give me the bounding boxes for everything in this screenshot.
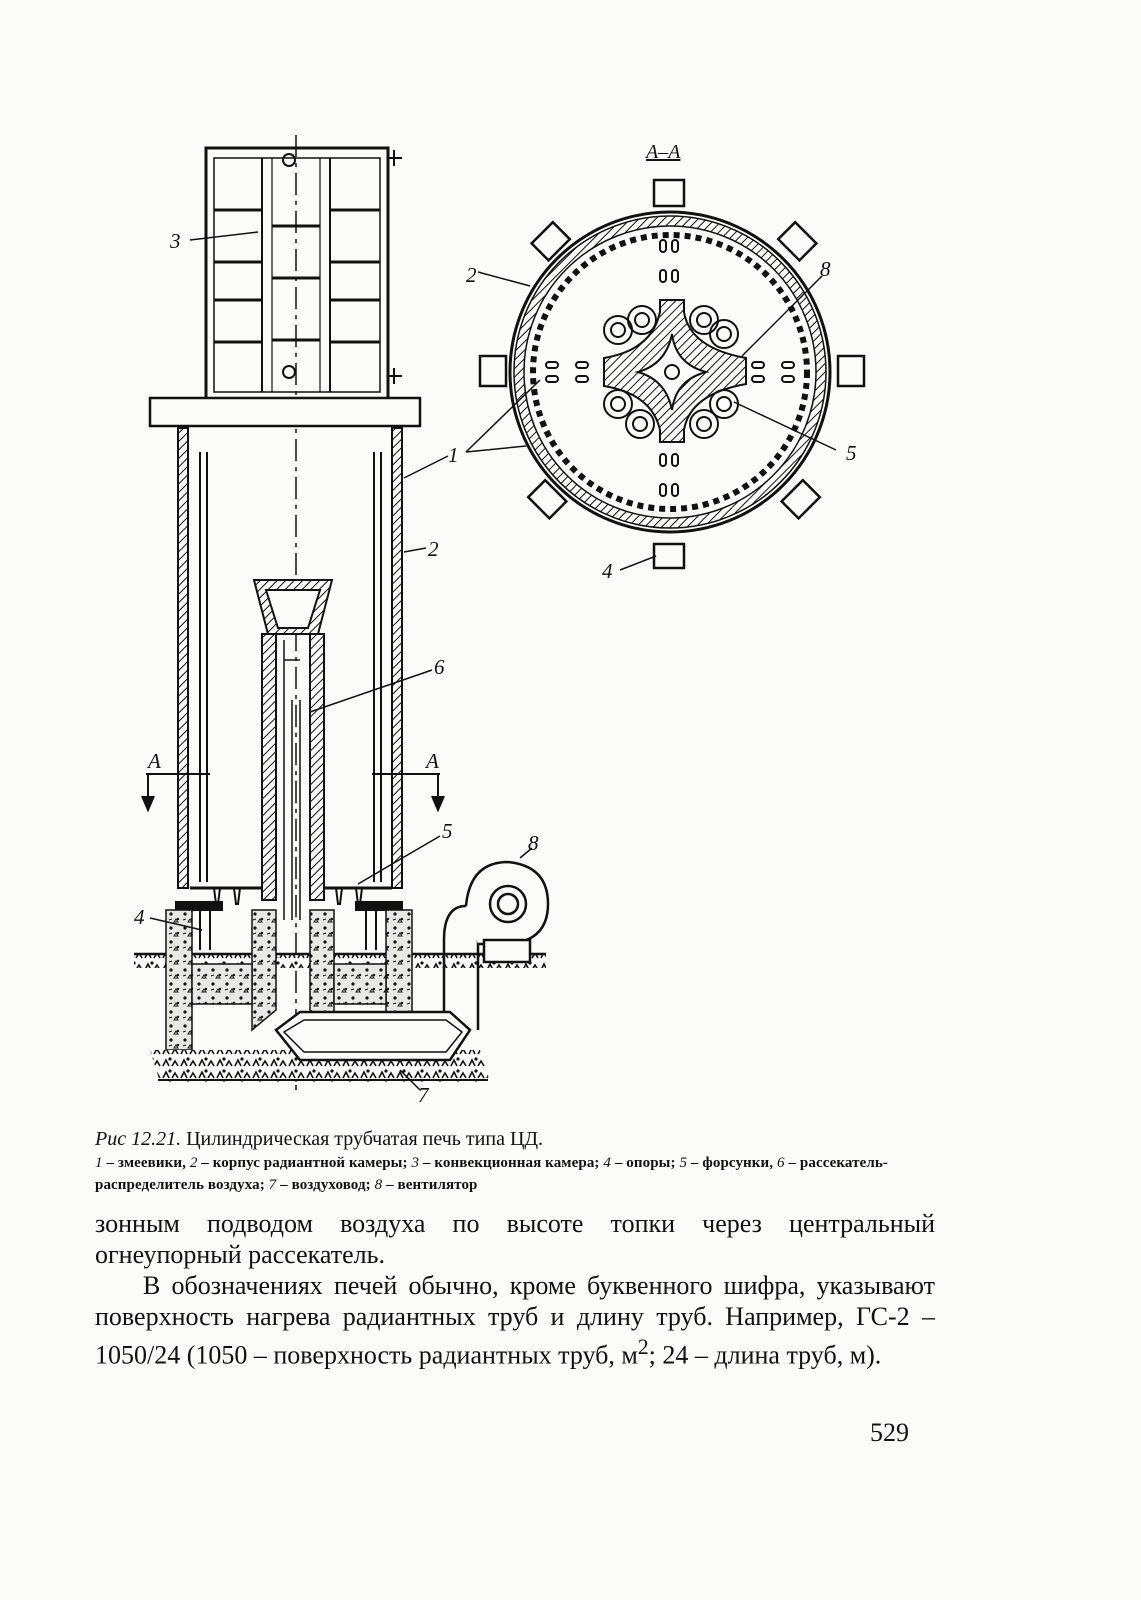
legend-text: рассекатель-распределитель воздуха; <box>95 1155 889 1193</box>
legend-text: корпус радиантной камеры; <box>212 1155 408 1171</box>
air-distributor <box>254 580 332 920</box>
legend-num: 6 <box>777 1155 785 1171</box>
legend-text: конвекционная камера; <box>434 1155 600 1171</box>
caption-title <box>95 1126 955 1152</box>
paragraph-2 <box>95 1270 935 1371</box>
caption-legend: 1 – змеевики, 2 – корпус радиантной камеры; 3 – конвекционная камера; 4 – опоры; 5 – форсунки, 6 – рассекатель-распределитель воздуха; 7 – воздуховод; 8 – вентилятор <box>95 1155 889 1193</box>
legend-num: 1 <box>95 1155 103 1171</box>
label-7: 7 <box>418 1083 429 1107</box>
legend-num: 2 <box>189 1155 198 1171</box>
body-text <box>95 1208 935 1371</box>
label-cut-left: A <box>148 749 161 773</box>
legend-text: вентилятор <box>397 1177 478 1193</box>
label-5: 5 <box>442 819 453 843</box>
paragraph-2-end: ; 24 – длина труб, м). <box>648 1340 882 1370</box>
label-3: 3 <box>170 229 181 253</box>
legend-text: форсунки, <box>702 1155 774 1171</box>
paragraph-1: зонным подводом воздуха по высоте топки через центральный огнеупорный рассекатель. <box>95 1209 935 1269</box>
label-4-section: 4 <box>602 559 613 583</box>
page-number: 529 <box>870 1418 909 1447</box>
label-section-aa: A–A <box>646 141 681 163</box>
label-cut-right: A <box>426 749 439 773</box>
label-2: 2 <box>428 537 439 561</box>
legend-num: 7 <box>268 1177 277 1193</box>
legend-num: 5 <box>679 1155 688 1171</box>
caption-number: 12.21. <box>131 1128 182 1150</box>
paragraph-2-text: В обозначениях печей обычно, кроме буквенного шифра, указывают поверхность нагрева радиантных труб и длину труб. Например, ГС-2 – 1050/24 (1050 – поверхность радиантных труб, м <box>95 1271 935 1370</box>
caption-title-text: Цилиндрическая трубчатая печь типа ЦД. <box>186 1128 544 1150</box>
legend-text: змеевики, <box>117 1155 186 1171</box>
convection-chamber <box>206 148 402 400</box>
label-1: 1 <box>448 443 459 467</box>
legend-text: опоры; <box>626 1155 676 1171</box>
label-6: 6 <box>434 655 445 679</box>
label-5-section: 5 <box>846 441 857 465</box>
label-8-section: 8 <box>820 257 831 281</box>
supports <box>176 902 402 950</box>
label-4: 4 <box>134 905 145 929</box>
superscript: 2 <box>637 1335 649 1359</box>
label-2-section: 2 <box>466 263 477 287</box>
legend-num: 8 <box>374 1177 383 1193</box>
furnace-side-view <box>134 135 548 1090</box>
figure-caption <box>95 1126 955 1196</box>
legend-text: воздуховод; <box>291 1177 371 1193</box>
legend-num: 3 <box>411 1155 420 1171</box>
radiant-chamber-wall <box>178 428 402 888</box>
transition-slab <box>150 398 420 426</box>
radiant-coils <box>200 452 381 882</box>
cross-section <box>466 180 864 570</box>
caption-prefix: Рис <box>95 1128 127 1150</box>
label-8: 8 <box>528 831 539 855</box>
legend-num: 4 <box>603 1155 611 1171</box>
